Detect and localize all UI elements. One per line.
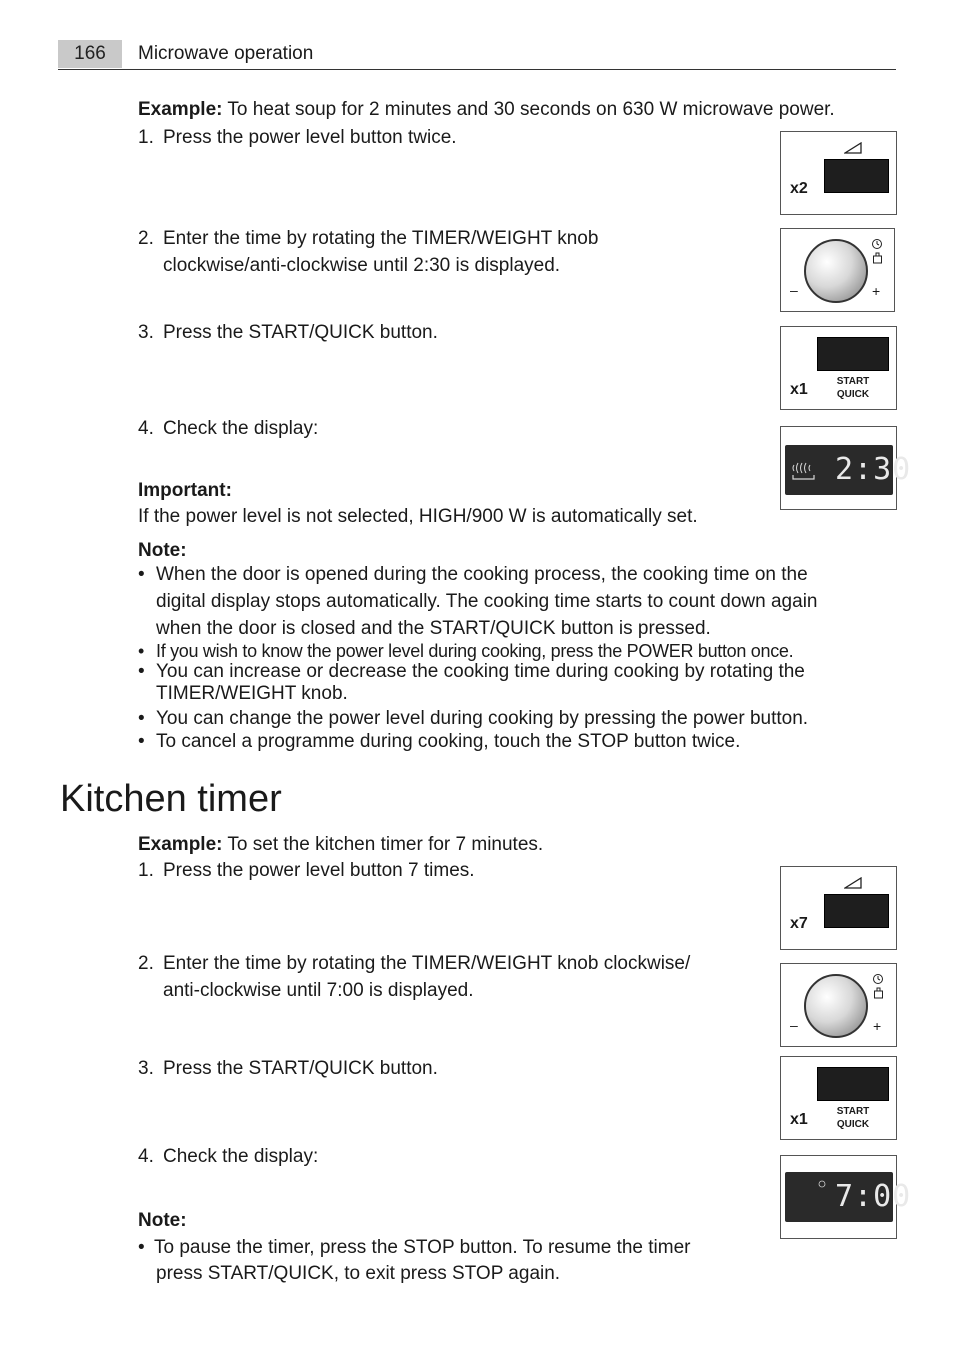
clock-icon [872, 973, 884, 985]
clock-icon [871, 238, 883, 250]
timer-step-1: 1. Press the power level button 7 times. [138, 860, 475, 881]
knob-minus-label: – [790, 282, 798, 298]
step-2: 2. Enter the time by rotating the TIMER/WEIGHT knob clockwise/anti-clockwise until 2:30 is displayed. [138, 228, 599, 276]
timer-step-2: 2. Enter the time by rotating the TIMER/WEIGHT knob clockwise/ anti-clockwise until 7:00 is displayed. [138, 953, 691, 1001]
digital-display [785, 445, 912, 495]
step-3: 3. Press the START/QUICK button. [138, 322, 438, 343]
start-button-figure-1 [780, 326, 897, 410]
start-quick-button[interactable] [817, 337, 889, 371]
power-button[interactable] [824, 159, 889, 193]
knob-figure-1 [780, 228, 895, 312]
section-title: Microwave operation [138, 43, 314, 64]
example-1 [138, 96, 835, 123]
press-count: x7 [790, 915, 808, 932]
step-1: 1. Press the power level button twice. [138, 127, 457, 148]
power-level-icon [844, 142, 862, 154]
kitchen-timer-heading: Kitchen timer [60, 778, 282, 820]
press-count: x2 [790, 180, 808, 197]
start-button-figure-2 [780, 1056, 897, 1140]
timer-step-3: 3. Press the START/QUICK button. [138, 1058, 438, 1079]
timer-step-4: 4. Check the display: [138, 1146, 319, 1167]
step-4: 4. Check the display: [138, 418, 319, 439]
display-figure-2 [780, 1155, 912, 1239]
microwave-icon [790, 457, 820, 481]
timer-clock-icon [818, 1180, 826, 1188]
weight-icon [872, 252, 883, 264]
digital-display [785, 1172, 912, 1222]
knob-plus-label: + [873, 1018, 882, 1034]
weight-icon [873, 987, 884, 999]
important-text: If the power level is not selected, HIGH/900 W is automatically set. [138, 506, 698, 527]
start-quick-button[interactable] [817, 1067, 889, 1101]
knob-minus-label: – [790, 1017, 798, 1033]
start-quick-caption: START QUICK [836, 376, 870, 400]
power-button-figure-x7 [780, 866, 897, 950]
power-level-icon [844, 877, 862, 889]
knob-plus-label: + [872, 283, 881, 299]
press-count: x1 [790, 381, 808, 398]
power-button[interactable] [824, 894, 889, 928]
note-label: Note: [138, 540, 187, 561]
press-count: x1 [790, 1111, 808, 1128]
start-quick-caption: START QUICK [836, 1106, 870, 1130]
display-figure-1 [780, 426, 912, 510]
page-number: 166 [58, 40, 122, 68]
timer-weight-knob[interactable] [804, 974, 868, 1038]
example-label: Example: [138, 99, 223, 120]
important-label: Important: [138, 480, 232, 501]
timer-note-label: Note: [138, 1210, 187, 1231]
display-time: 2:30 [835, 452, 912, 487]
knob-figure-2 [780, 963, 897, 1047]
power-button-figure-x2 [780, 131, 897, 215]
timer-weight-knob[interactable] [804, 239, 868, 303]
example-2: Example: To set the kitchen timer for 7 minutes. [138, 834, 544, 855]
example-text: To heat soup for 2 minutes and 30 seconds on 630 W microwave power. [227, 99, 835, 120]
display-time: 7:00 [835, 1179, 912, 1214]
header-divider [58, 69, 896, 70]
